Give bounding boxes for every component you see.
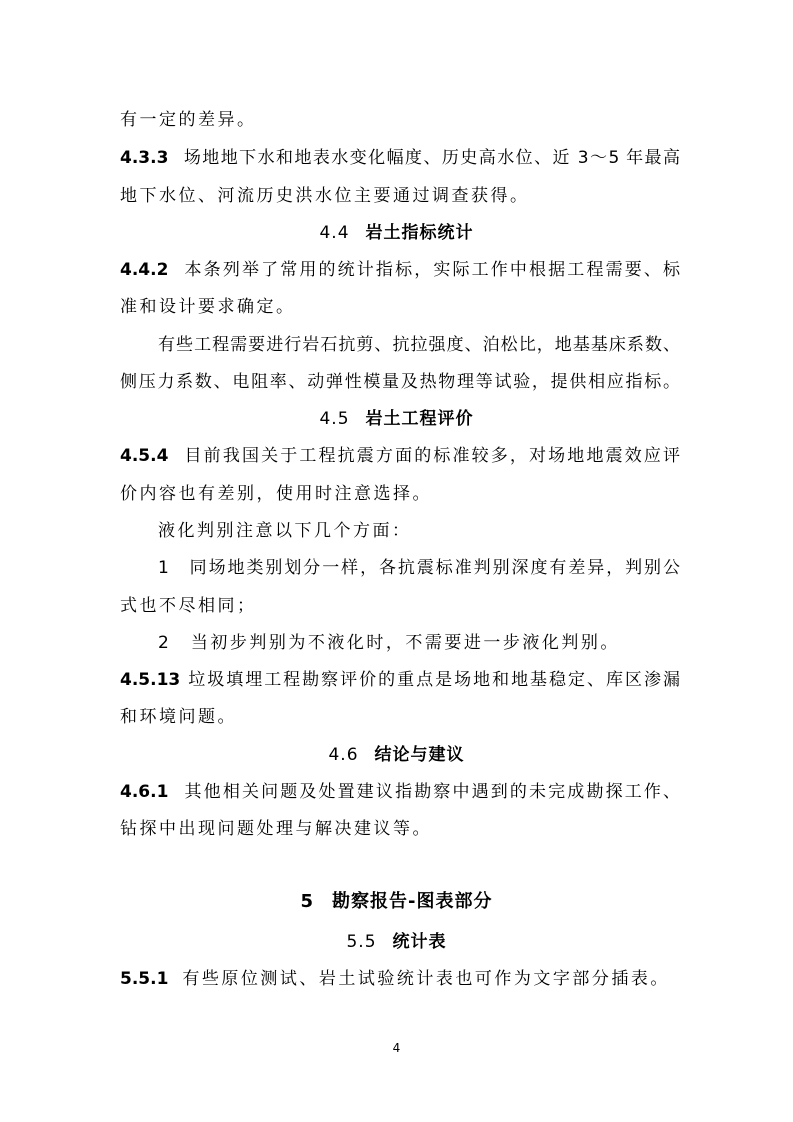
clause-text: 本条列举了常用的统计指标，实际工作中根据工程需要、标 bbox=[182, 260, 680, 280]
clause-text: 其他相关问题及处置建议指勘察中遇到的未完成勘探工作、 bbox=[182, 782, 680, 802]
clause-number: 4.4.2 bbox=[120, 260, 169, 280]
text-line: 液化判别注意以下几个方面： bbox=[158, 521, 412, 541]
clause-text: 垃圾填埋工程勘察评价的重点是场地和地基稳定、库区渗漏 bbox=[186, 670, 680, 690]
list-item-1: 1 同场地类别划分一样，各抗震标准判别深度有差异，判别公 bbox=[158, 558, 680, 578]
page-number: 4 bbox=[392, 1041, 401, 1055]
clause-number: 4.5.13 bbox=[120, 670, 181, 690]
clause-4-4-2 bbox=[120, 258, 680, 282]
clause-number: 5.5.1 bbox=[120, 969, 169, 989]
clause-4-3-3 bbox=[120, 146, 680, 170]
chapter-heading-5 bbox=[0, 889, 793, 915]
text-line: 有一定的差异。 bbox=[120, 110, 257, 130]
clause-4-6-1 bbox=[120, 780, 680, 804]
clause-number: 4.5.4 bbox=[120, 446, 169, 466]
text-line: 式也不尽相同； bbox=[120, 596, 257, 616]
text-line: 侧压力系数、电阻率、动弹性模量及热物理等试验，提供相应指标。 bbox=[120, 372, 680, 392]
clause-number: 4.3.3 bbox=[120, 148, 169, 168]
clause-4-5-4 bbox=[120, 444, 680, 468]
text-line: 价内容也有差别，使用时注意选择。 bbox=[120, 484, 432, 504]
section-heading-5-5 bbox=[0, 930, 793, 954]
section-number: 5.5 bbox=[346, 932, 377, 952]
text-line: 和环境问题。 bbox=[120, 707, 237, 727]
section-heading-4-6 bbox=[0, 743, 793, 767]
clause-number: 4.6.1 bbox=[120, 782, 169, 802]
clause-5-5-1 bbox=[120, 967, 680, 991]
section-number: 4.6 bbox=[328, 745, 359, 765]
clause-text: 有些原位测试、岩土试验统计表也可作为文字部分插表。 bbox=[182, 969, 670, 989]
text-line: 地下水位、河流历史洪水位主要通过调查获得。 bbox=[120, 186, 530, 206]
section-heading-4-4 bbox=[0, 221, 793, 245]
text-line: 钻探中出现问题处理与解决建议等。 bbox=[120, 819, 432, 839]
section-title: 统计表 bbox=[392, 932, 447, 952]
section-number: 4.4 bbox=[319, 223, 350, 243]
clause-text: 场地地下水和地表水变化幅度、历史高水位、近 3～5 年最高 bbox=[182, 148, 680, 168]
chapter-title: 勘察报告-图表部分 bbox=[332, 891, 493, 912]
clause-text: 目前我国关于工程抗震方面的标准较多，对场地地震效应评 bbox=[182, 446, 680, 466]
clause-4-5-13 bbox=[120, 668, 680, 692]
section-number: 4.5 bbox=[319, 409, 350, 429]
section-title: 岩土工程评价 bbox=[365, 409, 474, 429]
section-title: 岩土指标统计 bbox=[365, 223, 474, 243]
section-title: 结论与建议 bbox=[374, 745, 465, 765]
list-item-2: 2 当初步判别为不液化时，不需要进一步液化判别。 bbox=[158, 633, 620, 653]
text-line: 有些工程需要进行岩石抗剪、抗拉强度、泊松比，地基基床系数、 bbox=[158, 335, 680, 355]
chapter-number: 5 bbox=[300, 891, 315, 912]
text-line: 准和设计要求确定。 bbox=[120, 297, 296, 317]
section-heading-4-5 bbox=[0, 407, 793, 431]
